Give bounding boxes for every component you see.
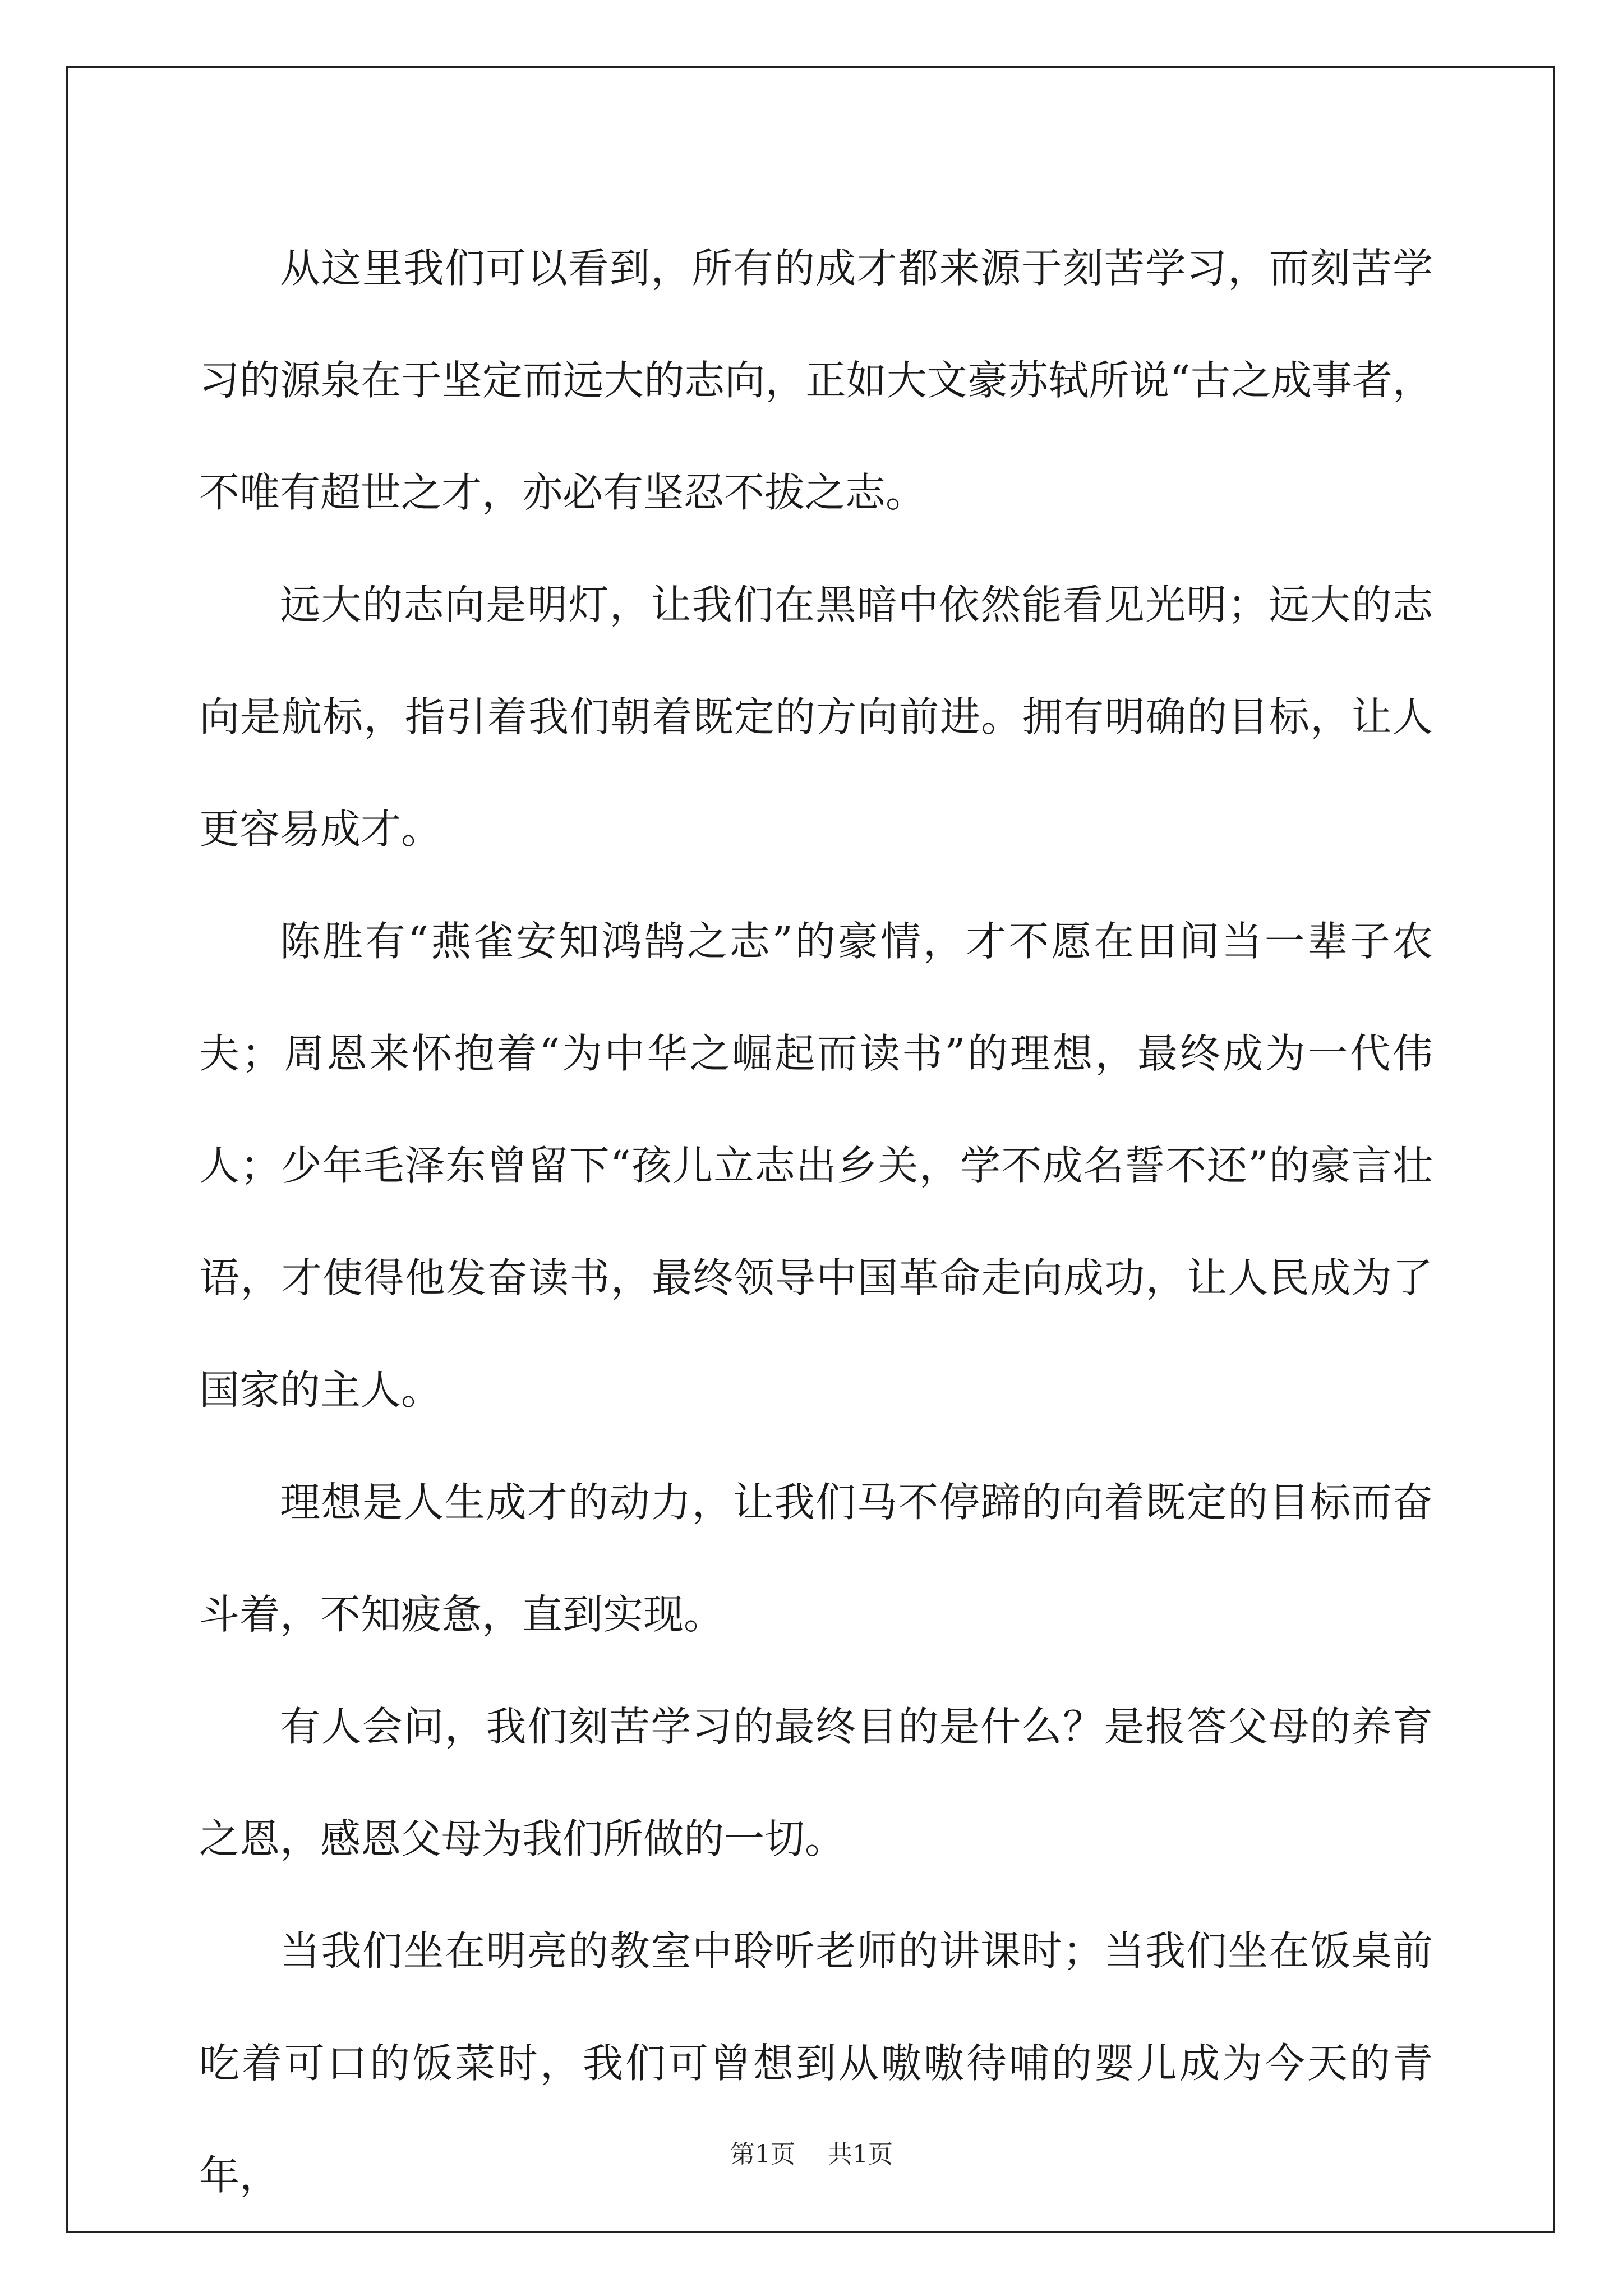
- page-footer: [0, 2134, 1623, 2170]
- paragraph-6: 当我们坐在明亮的教室中聆听老师的讲课时；当我们坐在饭桌前吃着可口的饭菜时，我们可曾想到从嗷嗷待哺的婴儿成为今天的青年，: [199, 1927, 1433, 2199]
- paragraph-5: 有人会问，我们刻苦学习的最终目的是什么？是报答父母的养育之恩，感恩父母为我们所做的一切。: [199, 1703, 1433, 1862]
- page-number-current: 第1页: [730, 2140, 795, 2169]
- paragraph-3: 陈胜有“燕雀安知鸿鹄之志”的豪情，才不愿在田间当一辈子农夫；周恩来怀抱着“为中华之崛起而读书”的理想，最终成为一代伟人；少年毛泽东曾留下“孩儿立志出乡关，学不成名誓不还”的豪言壮语，才使得他发奋读书，最终领导中国革命走向成功，让人民成为了国家的主人。: [199, 918, 1433, 1414]
- page-number-total: 共1页: [828, 2140, 893, 2169]
- paragraph-1: 从这里我们可以看到，所有的成才都来源于刻苦学习，而刻苦学习的源泉在于坚定而远大的志向，正如大文豪苏轼所说“古之成事者，不唯有超世之才，亦必有坚忍不拔之志。: [199, 245, 1433, 516]
- document-body: [199, 212, 1433, 2231]
- paragraph-2: 远大的志向是明灯，让我们在黑暗中依然能看见光明；远大的志向是航标，指引着我们朝着既定的方向前进。拥有明确的目标，让人更容易成才。: [199, 581, 1433, 853]
- paragraph-4: 理想是人生成才的动力，让我们马不停蹄的向着既定的目标而奋斗着，不知疲惫，直到实现。: [199, 1479, 1433, 1638]
